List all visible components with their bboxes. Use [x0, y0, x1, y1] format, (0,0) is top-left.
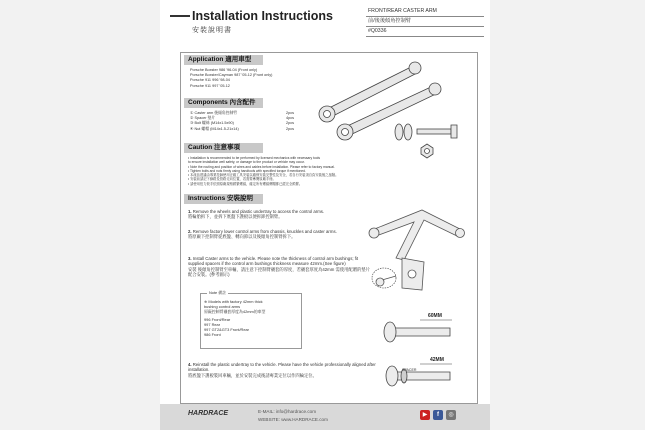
bushing: [384, 322, 396, 342]
arm-bushing: [369, 228, 379, 238]
page-title: Installation Instructions: [192, 9, 333, 23]
dimension-42mm: 42MM: [430, 357, 444, 363]
note-line: 原廠控制臂襯套厚度為42mm的車型: [204, 309, 266, 314]
arm-bushing: [429, 83, 441, 95]
caution-line: • Installation is recommended to be performed by licensed mechanics with necessary tools: [188, 156, 320, 160]
bolt-head: [451, 125, 457, 138]
caster-arm-mount: [382, 276, 396, 280]
component-label: ② Spacer 墊片: [190, 116, 216, 121]
facebook-icon[interactable]: f: [433, 410, 443, 420]
arm-bushing-hole: [324, 111, 331, 118]
knuckle-hole: [408, 270, 416, 278]
caster-bushing: [376, 278, 384, 286]
note-model: 986 Front: [204, 332, 221, 337]
instructions-heading: Instructions 安裝說明: [184, 194, 263, 204]
spacer-callout: SPACER: [402, 368, 417, 372]
step-text-en: Install Caster arms to the vehicle. Please note the thickness of control arm bushings; fit supplied spacers if the control arm bushings thickness measure 42mm.(See figure): [188, 256, 359, 267]
note-model: 996 Front/Rear: [204, 317, 231, 322]
component-label: ① Caster arm 後傾角控制臂: [190, 111, 238, 115]
step-text-zh: 將原廠下控制臂從底盤、轉向節以及後傾角控制臂拆下。: [188, 234, 296, 240]
application-item: Porsche Boxster 986 '96-04 (Front only): [190, 68, 258, 72]
brand-logo: HARDRACE: [188, 410, 229, 417]
step-text-en: Reinstall the plastic undertray to the vehicle. Please have the vehicle professionally aligned after installation.: [188, 362, 376, 373]
footer-email[interactable]: E-MAIL: info@hardrace.com: [258, 409, 317, 414]
nut-hole: [425, 149, 430, 154]
spacer-part: [404, 124, 412, 140]
components-list: [190, 111, 294, 132]
caution-line: • 安裝前請記下線路及管路走向位置，若需要參閱原廠手冊。: [188, 177, 276, 182]
note-label: Note 備註: [209, 290, 227, 295]
components-heading: Components 內含配件: [184, 98, 263, 108]
application-item: Porsche 911 996 '98-04: [190, 78, 230, 83]
control-arm-figure: [362, 200, 472, 300]
component-qty: 4pcs: [285, 116, 294, 121]
step-text-en: Remove factory lower control arms from chassis, knuckles and caster arms.: [192, 229, 337, 234]
instagram-icon[interactable]: ◎: [446, 410, 456, 420]
note-line: ※ Models with factory 42mm thick: [204, 299, 263, 304]
header-rule: [170, 15, 190, 17]
step-number: 4.: [188, 362, 192, 367]
caution-line: to ensure installation well safety, or damage to the product or vehicle may occur.: [188, 160, 305, 165]
caution-heading: Caution 注意事項: [184, 143, 263, 153]
product-info-box: [366, 7, 484, 37]
step-2: [188, 229, 386, 240]
arm-bushing-hole: [342, 129, 349, 136]
step-number: 2.: [188, 229, 192, 234]
component-label: ④ Nut 螺帽 (M14x1.5-21x14): [190, 126, 239, 131]
note-box: [200, 290, 302, 349]
bushing-thickness-figure: [380, 310, 480, 400]
parts-illustration: [305, 56, 475, 166]
product-name-zh: 前/後後傾角控制臂: [366, 17, 484, 27]
step-text-zh: 將底盤下護板裝回車輛，並於安裝完成後請專業定位以作四輪定位。: [188, 372, 317, 378]
caster-arm-upper: [323, 66, 419, 118]
component-qty: 2pcs: [285, 126, 294, 131]
step-number: 3.: [188, 256, 192, 261]
youtube-icon[interactable]: ▶: [420, 410, 430, 420]
step-text-en: Remove the wheels and plastic undertray to access the control arms.: [192, 209, 325, 214]
dimension-60mm: 60MM: [428, 313, 442, 319]
step-number: 1.: [188, 209, 192, 214]
step-4: [188, 362, 376, 378]
product-name-en: FRONT/REAR CASTER ARM: [366, 7, 484, 17]
application-list: [190, 68, 272, 89]
spacer-part: [395, 124, 403, 140]
caution-line: • 請使用扭力扳手依照原廠規格鎖緊螺絲，確定所有螺絲螺帽都已經完全鎖緊。: [188, 181, 303, 186]
note-model: 997 Rear: [204, 322, 221, 327]
caution-line: • Note the routing and position of wires and cables before installation. Please refer to factory manual.: [188, 164, 335, 169]
application-heading: Application 適用車型: [184, 55, 263, 65]
component-qty: 2pcs: [285, 121, 294, 126]
component-qty: 2pcs: [285, 111, 294, 115]
arm-bushing: [409, 62, 421, 74]
application-item: Porsche Boxster/Cayman 987 '05-12 (Front only): [190, 73, 273, 78]
note-model: 997 GT2&GT3 Front/Rear: [204, 327, 249, 332]
arm-bushing: [456, 229, 465, 238]
footer-website[interactable]: WEBSITE: www.HARDRACE.com: [258, 417, 328, 422]
control-arm: [372, 210, 462, 260]
highlight-circle: [372, 268, 396, 288]
bushing: [386, 366, 398, 386]
step-3: [188, 256, 370, 278]
caution-list: [188, 156, 338, 186]
step-text-zh: 將輪胎拆下，並拆下底盤下護板以便拆卸控制臂。: [188, 214, 283, 220]
bolt-part: [417, 129, 451, 134]
step-1: [188, 209, 366, 220]
step-text-zh: 安裝 後傾角控制臂至車輛，請注意下控制臂襯套的厚度，若襯套厚度為42mm 需使用配贈的墊片配合安裝。(參考圖示): [188, 266, 370, 278]
caution-line: • 本產品建議由專業技師使用正確工具安裝以確保安裝完整性及安全，若自行安裝須自負安裝後之風險。: [188, 173, 339, 178]
note-line: bushing control arms: [204, 304, 241, 309]
product-code: #Q0336: [366, 27, 484, 37]
caution-line: • Tighten bolts and nuts firmly using handtools with specified torque if mentioned.: [188, 168, 306, 173]
component-item: [190, 127, 294, 132]
component-label: ③ Bolt 螺絲 (M14x1.5x90): [190, 121, 234, 126]
page-subtitle: 安裝說明書: [192, 27, 232, 34]
application-item: Porsche 911 997 '05-12: [190, 83, 230, 88]
